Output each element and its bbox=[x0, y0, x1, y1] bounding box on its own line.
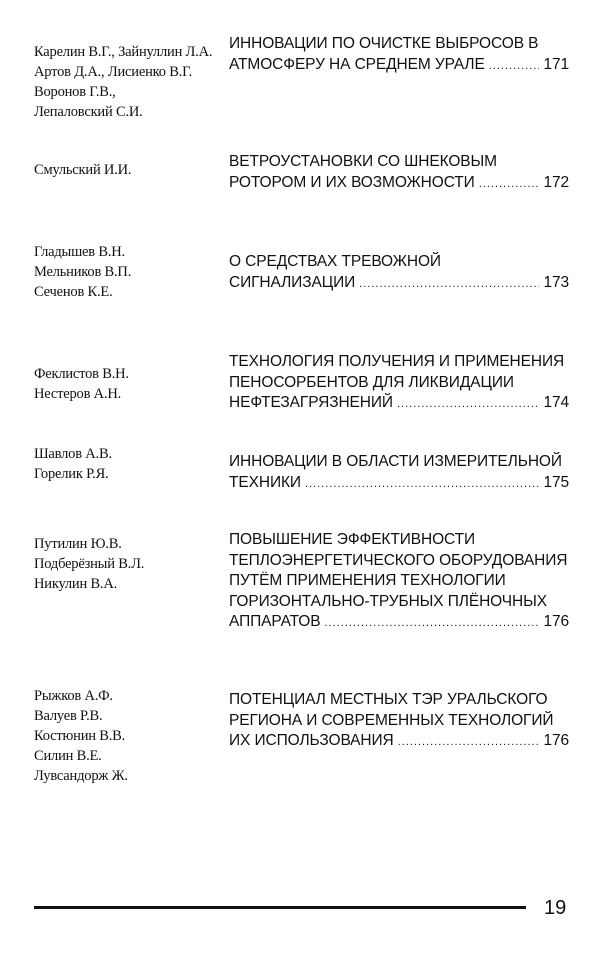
author-name: Смульский И.И. bbox=[34, 162, 132, 178]
entry-authors bbox=[34, 364, 234, 404]
title-line-with-page bbox=[229, 393, 569, 415]
title-line: ТЕХНОЛОГИЯ ПОЛУЧЕНИЯ И ПРИМЕНЕНИЯ bbox=[229, 353, 565, 370]
title-line-with-page bbox=[229, 612, 569, 634]
title-line: ИННОВАЦИИ В ОБЛАСТИ ИЗМЕРИТЕЛЬНОЙ bbox=[229, 453, 562, 470]
entry-title[interactable] bbox=[229, 34, 569, 76]
dot-leader bbox=[305, 474, 539, 495]
author-name: Воронов Г.В., bbox=[34, 84, 116, 100]
title-line: НЕФТЕЗАГРЯЗНЕНИЙ bbox=[229, 394, 393, 411]
author-name: Путилин Ю.В. bbox=[34, 536, 122, 552]
entry-authors bbox=[34, 534, 234, 594]
author-name: Артов Д.А., Лисиенко В.Г. bbox=[34, 64, 193, 80]
entry-authors bbox=[34, 686, 234, 786]
footer-rule bbox=[34, 906, 526, 909]
title-line-with-page bbox=[229, 731, 569, 753]
author-name: Шавлов А.В. bbox=[34, 446, 112, 462]
title-line-with-page bbox=[229, 173, 569, 195]
entry-title[interactable] bbox=[229, 152, 569, 194]
entry-title[interactable] bbox=[229, 530, 569, 634]
author-name: Никулин В.А. bbox=[34, 576, 118, 592]
author-name: Сеченов К.Е. bbox=[34, 284, 113, 300]
entry-authors bbox=[34, 242, 234, 302]
page-ref: 174 bbox=[543, 394, 569, 411]
dot-leader bbox=[324, 613, 539, 634]
title-line-with-page bbox=[229, 55, 569, 77]
author-name: Валуев Р.В. bbox=[34, 708, 103, 724]
author-name: Горелик Р.Я. bbox=[34, 466, 109, 482]
dot-leader bbox=[489, 56, 540, 77]
title-line: РЕГИОНА И СОВРЕМЕННЫХ ТЕХНОЛОГИЙ bbox=[229, 711, 554, 729]
author-name: Нестеров А.Н. bbox=[34, 386, 122, 402]
entry-title[interactable] bbox=[229, 252, 569, 294]
entry-authors bbox=[34, 160, 234, 180]
title-line: РОТОРОМ И ИХ ВОЗМОЖНОСТИ bbox=[229, 173, 475, 191]
author-name: Гладышев В.Н. bbox=[34, 244, 125, 260]
author-name: Рыжков А.Ф. bbox=[34, 688, 113, 704]
author-name: Костюнин В.В. bbox=[34, 728, 126, 744]
dot-leader bbox=[397, 394, 539, 415]
author-name: Силин В.Е. bbox=[34, 748, 102, 764]
title-line: О СРЕДСТВАХ ТРЕВОЖНОЙ bbox=[229, 253, 441, 270]
entry-authors bbox=[34, 42, 234, 122]
title-line: ВЕТРОУСТАНОВКИ СО ШНЕКОВЫМ bbox=[229, 153, 497, 170]
author-name: Карелин В.Г., Зайнуллин Л.А. bbox=[34, 44, 213, 60]
title-line: ПЕНОСОРБЕНТОВ ДЛЯ ЛИКВИДАЦИИ bbox=[229, 373, 514, 391]
entry-title[interactable] bbox=[229, 690, 569, 753]
author-name: Лувсандорж Ж. bbox=[34, 768, 128, 784]
title-line: СИГНАЛИЗАЦИИ bbox=[229, 273, 356, 291]
title-line: ПОВЫШЕНИЕ ЭФФЕКТИВНОСТИ bbox=[229, 531, 476, 548]
author-name: Мельников В.П. bbox=[34, 264, 132, 280]
page-ref: 171 bbox=[543, 55, 569, 73]
entry-authors bbox=[34, 444, 234, 484]
dot-leader bbox=[398, 732, 540, 753]
title-line: ИННОВАЦИИ ПО ОЧИСТКЕ ВЫБРОСОВ В bbox=[229, 35, 539, 52]
page-ref: 176 bbox=[543, 732, 569, 749]
author-name: Подберёзный В.Л. bbox=[34, 556, 145, 572]
page-ref: 173 bbox=[543, 273, 569, 291]
page-ref: 172 bbox=[543, 173, 569, 191]
title-line: АТМОСФЕРУ НА СРЕДНЕМ УРАЛЕ bbox=[229, 55, 485, 73]
dot-leader bbox=[479, 174, 540, 195]
title-line: ПОТЕНЦИАЛ МЕСТНЫХ ТЭР УРАЛЬСКОГО bbox=[229, 691, 548, 708]
title-line: ТЕХНИКИ bbox=[229, 473, 301, 491]
page-ref: 176 bbox=[543, 613, 569, 630]
entry-title[interactable] bbox=[229, 452, 569, 494]
dot-leader bbox=[359, 274, 539, 295]
title-line: ПУТЁМ ПРИМЕНЕНИЯ ТЕХНОЛОГИИ bbox=[229, 572, 506, 589]
title-line-with-page bbox=[229, 273, 569, 295]
title-line: ТЕПЛОЭНЕРГЕТИЧЕСКОГО ОБОРУДОВАНИЯ bbox=[229, 551, 568, 569]
entry-title[interactable] bbox=[229, 352, 569, 415]
title-line-with-page bbox=[229, 473, 569, 495]
page-ref: 175 bbox=[543, 473, 569, 491]
author-name: Феклистов В.Н. bbox=[34, 366, 129, 382]
page-number: 19 bbox=[544, 897, 567, 919]
title-line: ГОРИЗОНТАЛЬНО-ТРУБНЫХ ПЛЁНОЧНЫХ bbox=[229, 592, 547, 610]
author-name: Лепаловский С.И. bbox=[34, 104, 143, 120]
title-line: ИХ ИСПОЛЬЗОВАНИЯ bbox=[229, 732, 394, 749]
title-line: АППАРАТОВ bbox=[229, 613, 321, 630]
